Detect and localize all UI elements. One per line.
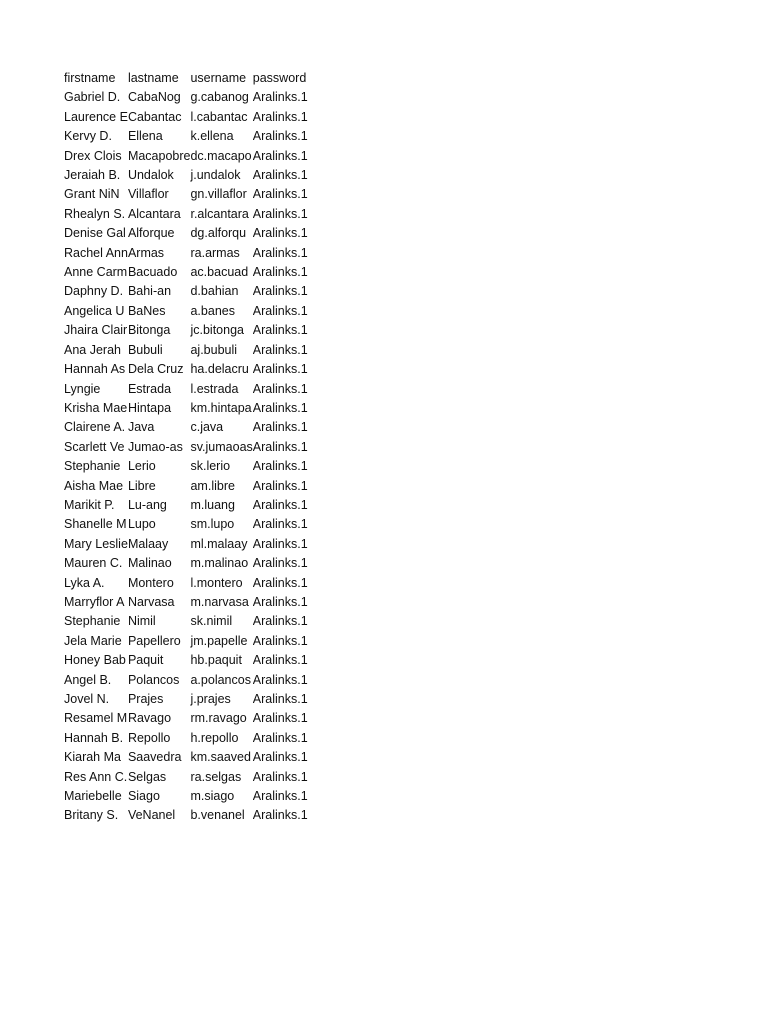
cell-password: Aralinks.1 [252,129,308,144]
table-row [64,768,313,787]
cell-password: Aralinks.1 [252,556,308,571]
cell-lastname: Nimil [127,614,156,629]
table-row [64,380,313,399]
cell-firstname: Grant NiN [64,187,120,202]
table-row [64,360,313,379]
cell-password: Aralinks.1 [252,245,308,260]
cell-username: j.undalok [190,168,241,183]
cell-password: Aralinks.1 [252,206,308,221]
table-row [64,418,313,437]
cell-username: sk.lerio [190,459,231,474]
table-row [64,224,313,243]
table-row [64,671,313,690]
table-row [64,399,313,418]
cell-firstname: Kiarah Ma [64,750,121,765]
cell-lastname: Montero [127,575,174,590]
cell-lastname: Cabantac [127,109,182,124]
cell-username: k.ellena [190,129,234,144]
cell-lastname: Estrada [127,381,172,396]
cell-firstname: Hannah B. [64,730,124,745]
cell-lastname: Armas [127,245,165,260]
cell-firstname: Stephanie [64,614,121,629]
cell-password: Aralinks.1 [252,789,308,804]
header-password: password [252,71,307,85]
header-row [64,69,313,88]
table-row [64,205,313,224]
cell-lastname: Bahi-an [127,284,172,299]
cell-lastname: Malaay [127,536,169,551]
account-table [64,69,313,826]
cell-lastname: Undalok [127,168,174,183]
cell-password: Aralinks.1 [252,148,308,163]
cell-lastname: VeNanel [127,808,176,823]
table-body [64,88,313,825]
cell-password: Aralinks.1 [252,168,308,183]
cell-lastname: Bubuli [127,342,163,357]
cell-lastname: Hintapa [127,400,172,415]
cell-password: Aralinks.1 [252,653,308,668]
cell-password: Aralinks.1 [252,614,308,629]
cell-password: Aralinks.1 [252,769,308,784]
cell-username: rm.ravago [190,711,247,726]
cell-lastname: Narvasa [127,594,175,609]
cell-firstname: Krisha Mae [64,400,128,415]
cell-password: Aralinks.1 [252,323,308,338]
cell-firstname: Kervy D. [64,129,112,144]
cell-lastname: Ellena [127,129,163,144]
cell-username: j.prajes [190,692,231,706]
cell-lastname: Libre [127,478,156,493]
table-row [64,438,313,457]
cell-lastname: Bitonga [127,323,171,338]
table-row [64,282,313,301]
cell-username: km.hintapa [190,400,252,415]
cell-password: Aralinks.1 [252,478,308,493]
cell-firstname: Daphny D. [64,284,124,299]
table-row [64,108,313,127]
cell-firstname: Clairene A. [64,420,126,435]
cell-firstname: Ana Jerah [64,342,121,357]
table-row [64,806,313,825]
cell-firstname: Gabriel D. [64,90,121,105]
cell-username: sk.nimil [190,614,233,629]
cell-username: a.polancos [190,672,251,687]
table-row [64,321,313,340]
cell-password: Aralinks.1 [252,692,308,706]
cell-username: m.siago [190,789,235,804]
cell-firstname: Angel B. [64,672,112,687]
cell-firstname: Resamel M [64,711,128,726]
cell-lastname: Malinao [127,556,172,571]
cell-firstname: Jovel N. [64,692,110,706]
cell-lastname: Alforque [127,226,175,241]
cell-lastname: Villaflor [127,187,169,202]
cell-password: Aralinks.1 [252,517,308,532]
cell-username: aj.bubuli [190,342,238,357]
table-row [64,574,313,593]
cell-password: Aralinks.1 [252,400,308,415]
cell-username: r.alcantara [190,206,249,221]
cell-lastname: Jumao-as [127,439,183,454]
cell-password: Aralinks.1 [252,342,308,357]
table-row [64,147,313,166]
cell-username: ra.selgas [190,769,242,784]
cell-lastname: Macapobre [127,148,191,163]
cell-username: l.cabantac [190,109,248,124]
table-row [64,535,313,554]
cell-username: h.repollo [190,730,239,745]
table-row [64,185,313,204]
table-row [64,127,313,146]
cell-username: ha.delacru [190,362,249,377]
spreadsheet-page [64,69,313,826]
cell-firstname: Rachel Ann [64,245,128,260]
table-row [64,748,313,767]
table-row [64,302,313,321]
cell-username: m.luang [190,497,235,512]
cell-lastname: Lerio [127,459,156,474]
cell-password: Aralinks.1 [252,439,308,454]
cell-username: ml.malaay [190,536,248,551]
cell-password: Aralinks.1 [252,381,308,396]
cell-lastname: Lupo [127,517,156,532]
cell-username: a.banes [190,303,235,318]
cell-firstname: Lyngie [64,381,101,396]
cell-username: gn.villaflor [190,187,247,202]
cell-username: ac.bacuad [190,265,249,280]
header-lastname: lastname [127,71,179,85]
cell-lastname: Selgas [127,769,167,784]
table-row [64,457,313,476]
cell-firstname: Honey Bab [64,653,126,668]
cell-username: sv.jumaoas [190,439,253,454]
cell-username: d.bahian [190,284,239,299]
cell-lastname: Prajes [127,692,164,706]
cell-password: Aralinks.1 [252,187,308,202]
table-row [64,787,313,806]
cell-password: Aralinks.1 [252,459,308,474]
table-row [64,709,313,728]
cell-username: m.narvasa [190,594,249,609]
cell-firstname: Stephanie [64,459,121,474]
cell-username: dg.alforqu [190,226,247,241]
table-row [64,554,313,573]
cell-password: Aralinks.1 [252,536,308,551]
cell-password: Aralinks.1 [252,362,308,377]
table-row [64,244,313,263]
table-row [64,690,313,709]
table-row [64,477,313,496]
cell-lastname: Paquit [127,653,164,668]
table-row [64,651,313,670]
cell-firstname: Marikit P. [64,497,115,512]
cell-username: g.cabanog [190,90,249,105]
cell-firstname: Laurence E [64,109,128,124]
cell-username: b.venanel [190,808,245,823]
cell-password: Aralinks.1 [252,808,308,823]
cell-password: Aralinks.1 [252,633,308,648]
cell-lastname: Siago [127,789,160,804]
cell-lastname: Repollo [127,730,171,745]
cell-firstname: Scarlett Ve [64,439,125,454]
cell-firstname: Angelica U [64,303,125,318]
table-row [64,496,313,515]
cell-firstname: Marryflor A [64,594,125,609]
cell-firstname: Jela Marie [64,633,122,648]
cell-firstname: Anne Carm [64,265,128,280]
header-username: username [190,71,247,85]
cell-firstname: Lyka A. [64,575,105,590]
table-row [64,88,313,107]
cell-lastname: Dela Cruz [127,362,184,377]
cell-lastname: Alcantara [127,206,181,221]
cell-username: jm.papelle [190,633,248,648]
cell-firstname: Mariebelle [64,789,122,804]
cell-lastname: Bacuado [127,265,178,280]
table-row [64,515,313,534]
cell-username: ra.armas [190,245,240,260]
cell-lastname: Polancos [127,672,180,687]
table-row [64,166,313,185]
cell-firstname: Mary Leslie [64,536,128,551]
cell-password: Aralinks.1 [252,303,308,318]
table-row [64,341,313,360]
cell-lastname: Saavedra [127,750,182,765]
cell-password: Aralinks.1 [252,575,308,590]
cell-password: Aralinks.1 [252,730,308,745]
cell-password: Aralinks.1 [252,109,308,124]
cell-firstname: Res Ann C. [64,769,128,784]
cell-username: am.libre [190,478,235,493]
cell-password: Aralinks.1 [252,750,308,765]
table-row [64,263,313,282]
cell-lastname: Papellero [127,633,181,648]
cell-username: c.java [190,420,224,435]
cell-username: hb.paquit [190,653,242,668]
cell-firstname: Aisha Mae [64,478,124,493]
cell-lastname: CabaNog [127,90,181,105]
cell-firstname: Rhealyn S. [64,206,126,221]
cell-firstname: Mauren C. [64,556,123,571]
cell-password: Aralinks.1 [252,284,308,299]
cell-username: jc.bitonga [190,323,244,338]
cell-password: Aralinks.1 [252,497,308,512]
cell-password: Aralinks.1 [252,594,308,609]
cell-password: Aralinks.1 [252,420,308,435]
table-row [64,729,313,748]
cell-password: Aralinks.1 [252,672,308,687]
cell-password: Aralinks.1 [252,711,308,726]
cell-username: l.estrada [190,381,239,396]
cell-password: Aralinks.1 [252,226,308,241]
cell-password: Aralinks.1 [252,90,308,105]
cell-username: sm.lupo [190,517,235,532]
cell-firstname: Jeraiah B. [64,168,121,183]
cell-lastname: Ravago [127,711,172,726]
table-row [64,593,313,612]
cell-firstname: Shanelle M [64,517,127,532]
cell-firstname: Britany S. [64,808,119,823]
cell-password: Aralinks.1 [252,265,308,280]
cell-firstname: Denise Gal [64,226,126,241]
table-row [64,612,313,631]
cell-lastname: Java [127,420,155,435]
cell-username: dc.macapo [190,148,252,163]
cell-firstname: Drex Clois [64,148,122,163]
cell-username: m.malinao [190,556,249,571]
cell-firstname: Jhaira Clair [64,323,128,338]
cell-username: km.saaved [190,750,251,765]
cell-lastname: Lu-ang [127,497,167,512]
cell-username: l.montero [190,575,243,590]
header-firstname: firstname [64,71,116,85]
table-row [64,632,313,651]
cell-firstname: Hannah As [64,362,126,377]
cell-lastname: BaNes [127,303,166,318]
